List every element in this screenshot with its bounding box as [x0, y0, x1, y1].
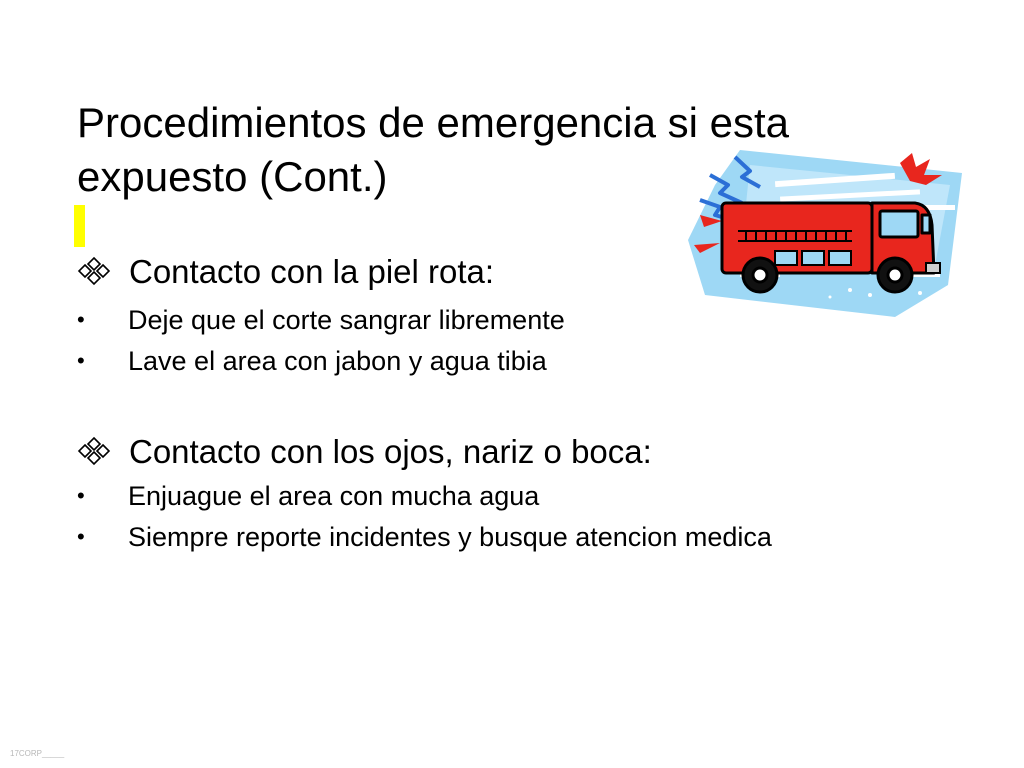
bullet-dot: •: [77, 307, 85, 332]
four-diamond-bullet-icon: [77, 256, 111, 286]
list-item: [77, 479, 539, 513]
section-heading-skin: [77, 252, 494, 292]
list-item: [77, 344, 547, 378]
bullet-dot: •: [77, 483, 85, 508]
four-diamond-bullet-icon: [77, 436, 111, 466]
list-item-text: Enjuague el area con mucha agua: [128, 481, 540, 511]
section-heading-label: Contacto con los ojos, nariz o boca:: [129, 433, 652, 470]
list-item-text: Siempre reporte incidentes y busque atencion medica: [128, 522, 772, 552]
bullet-dot: •: [77, 524, 85, 549]
list-item-text: Deje que el corte sangrar libremente: [128, 305, 565, 335]
section-heading-label: Contacto con la piel rota:: [129, 253, 495, 290]
list-item: [77, 303, 565, 337]
accent-bar: [74, 205, 85, 247]
list-item: [77, 520, 772, 554]
footer-text: 17CORP_____: [10, 749, 65, 758]
section-heading-eyes: [77, 432, 652, 472]
slide-title: Procedimientos de emergencia si esta expuesto (Cont.): [77, 99, 790, 200]
list-item-text: Lave el area con jabon y agua tibia: [128, 346, 547, 376]
bullet-dot: •: [77, 348, 85, 373]
fire-truck-icon: [680, 145, 970, 320]
